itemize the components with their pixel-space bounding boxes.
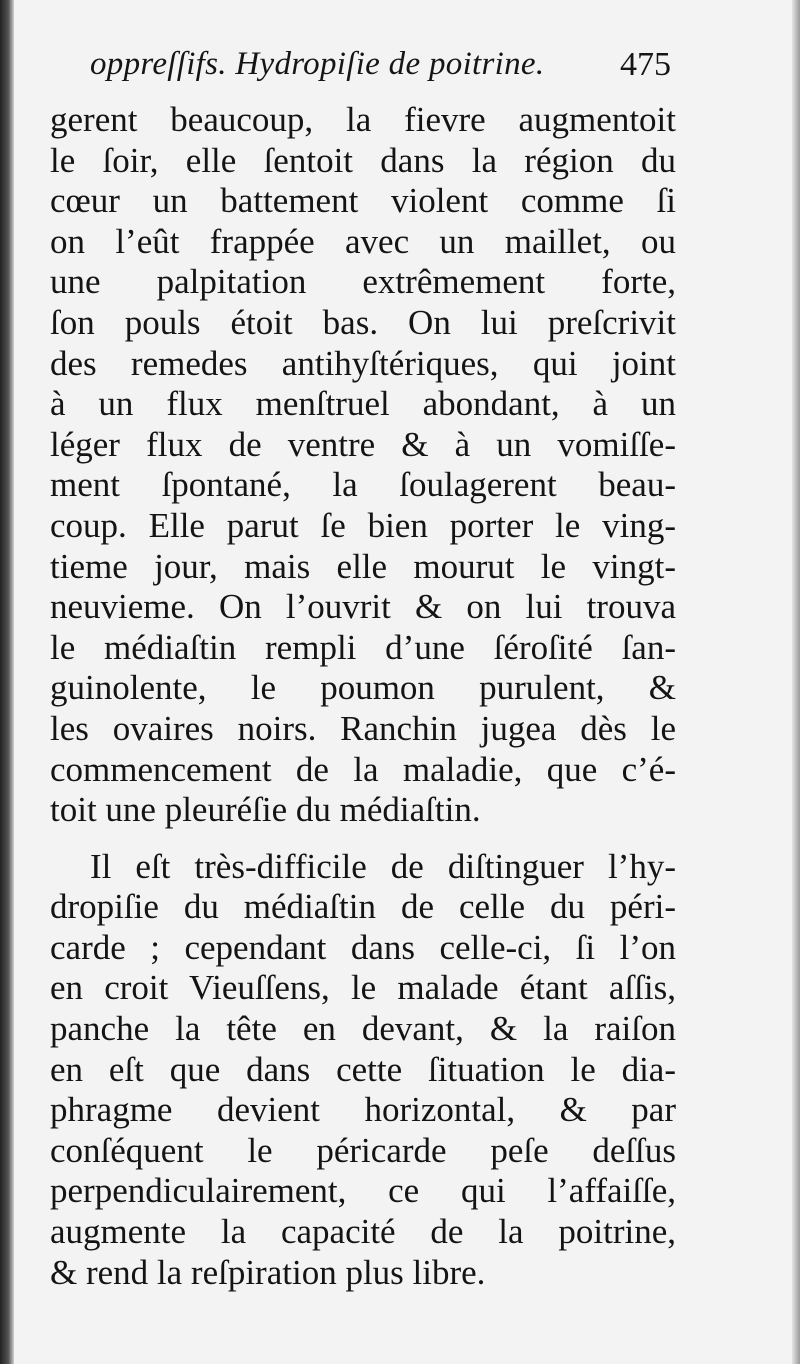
text-line: ment ſpontané, la ſoulagerent beau-: [50, 465, 676, 505]
text-line: le médiaſtin rempli d’une ſéroſité ſan-: [50, 627, 676, 667]
text-line: panche la tête en devant, & la raiſon: [50, 1009, 676, 1049]
text-line: toit une pleuréſie du médiaſtin.: [50, 790, 481, 830]
text-line: à un flux menſtruel abondant, à un: [50, 384, 676, 424]
text-line: phragme devient horizontal, & par: [50, 1090, 676, 1130]
text-line: Il eſt très-difficile de diſtinguer l’hy-: [90, 846, 676, 886]
text-line: en croit Vieuſſens, le malade étant aſſis,: [50, 968, 676, 1008]
text-line: les ovaires noirs. Ranchin jugea dès le: [50, 708, 676, 748]
text-line: carde ; cependant dans celle-ci, ſi l’on: [50, 927, 676, 967]
paragraph-2: [50, 847, 676, 1294]
text-line: tieme jour, mais elle mourut le vingt-: [50, 546, 676, 586]
paragraph-1: [50, 100, 676, 831]
text-line: conſéquent le péricarde peſe deſſus: [50, 1130, 676, 1170]
scan-border-left: [0, 0, 14, 1364]
text-line: & rend la reſpiration plus libre.: [50, 1252, 486, 1292]
text-line: cœur un battement violent comme ſi: [50, 181, 676, 221]
text-line: en eſt que dans cette ſituation le dia-: [50, 1049, 676, 1089]
text-line: gerent beaucoup, la fievre augmentoit: [50, 100, 676, 139]
text-line: ſon pouls étoit bas. On lui preſcrivit: [50, 302, 676, 342]
text-line: commencement de la maladie, que c’é-: [50, 749, 676, 789]
text-line: des remedes antihyſtériques, qui joint: [50, 343, 676, 383]
text-line: guinolente, le poumon purulent, &: [50, 668, 676, 708]
text-line: neuvieme. On l’ouvrit & on lui trouva: [50, 587, 676, 627]
text-line: coup. Elle parut ſe bien porter le ving-: [50, 505, 676, 545]
text-line: le ſoir, elle ſentoit dans la région du: [50, 140, 676, 180]
text-line: léger flux de ventre & à un vomiſſe-: [50, 424, 676, 464]
page-number: 475: [620, 46, 671, 83]
text-line: une palpitation extrêmement forte,: [50, 262, 676, 302]
text-line: on l’eût frappée avec un maillet, ou: [50, 221, 676, 261]
text-line: dropiſie du médiaſtin de celle du péri-: [50, 887, 676, 927]
running-title: oppreſſifs. Hydropiſie de poitrine.: [90, 46, 545, 82]
body-text: [50, 100, 676, 1293]
text-line: perpendiculairement, ce qui l’affaiſſe,: [50, 1171, 676, 1211]
scan-border-right: [792, 0, 800, 1364]
page-header: [90, 46, 690, 106]
text-line: augmente la capacité de la poitrine,: [50, 1212, 676, 1252]
